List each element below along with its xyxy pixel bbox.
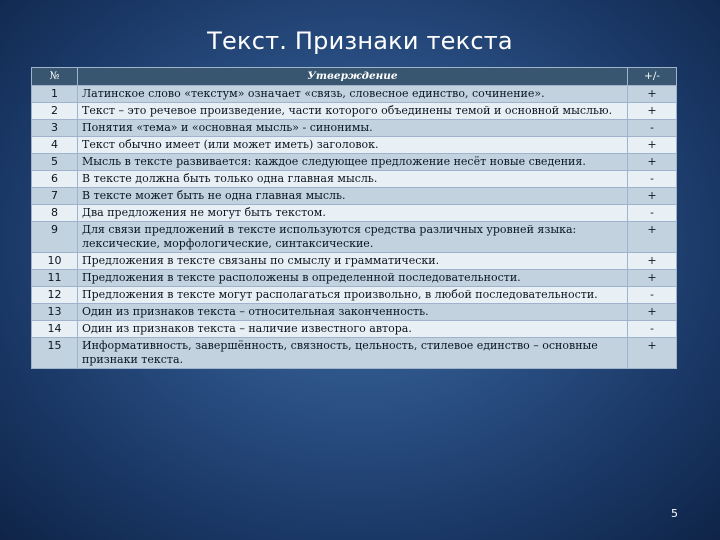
row-statement-cell: Для связи предложений в тексте используются средства различных уровней языка: лексические, морфологические, синтаксические.: [78, 222, 628, 253]
row-number-cell: 1: [32, 86, 78, 103]
table-row: [32, 205, 677, 222]
table-row: [32, 338, 677, 369]
row-mark-cell: +: [628, 270, 677, 287]
table-row: [32, 188, 677, 205]
row-statement-cell: Предложения в тексте расположены в определенной последовательности.: [78, 270, 628, 287]
row-statement-cell: Понятия «тема» и «основная мысль» - синонимы.: [78, 120, 628, 137]
row-mark-cell: +: [628, 188, 677, 205]
row-mark-cell: -: [628, 205, 677, 222]
header-number: №: [32, 68, 78, 86]
row-mark-cell: +: [628, 154, 677, 171]
row-number-cell: 12: [32, 287, 78, 304]
row-statement-cell: Один из признаков текста – относительная законченность.: [78, 304, 628, 321]
row-mark-cell: +: [628, 137, 677, 154]
table-row: [32, 103, 677, 120]
table-row: [32, 321, 677, 338]
row-mark-cell: -: [628, 171, 677, 188]
statements-table: [31, 67, 676, 369]
row-mark-cell: -: [628, 120, 677, 137]
row-number-cell: 9: [32, 222, 78, 253]
row-mark-cell: +: [628, 222, 677, 253]
row-statement-cell: Информативность, завершённость, связность, цельность, стилевое единство – основные признаки текста.: [78, 338, 628, 369]
table-row: [32, 253, 677, 270]
row-mark-cell: +: [628, 304, 677, 321]
row-number-cell: 5: [32, 154, 78, 171]
row-number-cell: 2: [32, 103, 78, 120]
row-statement-cell: Один из признаков текста – наличие известного автора.: [78, 321, 628, 338]
row-number-cell: 10: [32, 253, 78, 270]
table-row: [32, 171, 677, 188]
page-number: 5: [671, 507, 678, 520]
table-header-row: [32, 68, 677, 86]
row-number-cell: 13: [32, 304, 78, 321]
table-row: [32, 154, 677, 171]
row-statement-cell: Два предложения не могут быть текстом.: [78, 205, 628, 222]
slide-title: Текст. Признаки текста: [207, 27, 513, 55]
table-row: [32, 304, 677, 321]
row-number-cell: 15: [32, 338, 78, 369]
row-mark-cell: +: [628, 103, 677, 120]
row-mark-cell: +: [628, 253, 677, 270]
header-statement: Утверждение: [78, 68, 628, 86]
table-row: [32, 222, 677, 253]
row-mark-cell: -: [628, 321, 677, 338]
row-number-cell: 3: [32, 120, 78, 137]
row-number-cell: 8: [32, 205, 78, 222]
table-row: [32, 270, 677, 287]
row-statement-cell: Предложения в тексте могут располагаться произвольно, в любой последовательности.: [78, 287, 628, 304]
table-row: [32, 287, 677, 304]
row-number-cell: 4: [32, 137, 78, 154]
row-number-cell: 7: [32, 188, 78, 205]
row-statement-cell: Текст обычно имеет (или может иметь) заголовок.: [78, 137, 628, 154]
row-statement-cell: В тексте может быть не одна главная мысль.: [78, 188, 628, 205]
row-number-cell: 14: [32, 321, 78, 338]
row-statement-cell: Мысль в тексте развивается: каждое следующее предложение несёт новые сведения.: [78, 154, 628, 171]
header-mark: +/-: [628, 68, 677, 86]
row-statement-cell: Предложения в тексте связаны по смыслу и грамматически.: [78, 253, 628, 270]
row-statement-cell: Текст – это речевое произведение, части которого объединены темой и основной мыслью.: [78, 103, 628, 120]
table-row: [32, 86, 677, 103]
row-mark-cell: -: [628, 287, 677, 304]
table-row: [32, 120, 677, 137]
row-statement-cell: В тексте должна быть только одна главная мысль.: [78, 171, 628, 188]
table-row: [32, 137, 677, 154]
row-statement-cell: Латинское слово «текстум» означает «связь, словесное единство, сочинение».: [78, 86, 628, 103]
row-mark-cell: +: [628, 86, 677, 103]
row-number-cell: 11: [32, 270, 78, 287]
row-mark-cell: +: [628, 338, 677, 369]
row-number-cell: 6: [32, 171, 78, 188]
